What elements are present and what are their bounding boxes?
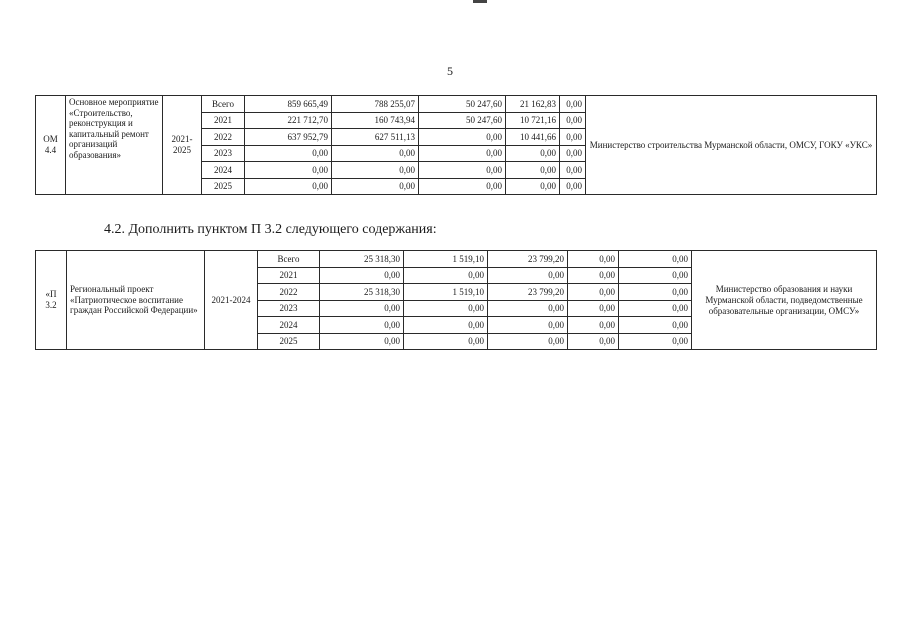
amount-cell: 0,00 [560,145,586,162]
year-cell: 2024 [202,162,245,179]
amount-cell: 25 318,30 [320,284,404,301]
amount-cell: 0,00 [332,162,419,179]
amount-cell: 0,00 [568,333,619,350]
year-cell: 2025 [258,333,320,350]
amount-cell: 0,00 [488,317,568,334]
amount-cell: 23 799,20 [488,251,568,268]
amount-cell: 0,00 [560,112,586,129]
amount-cell: 0,00 [320,317,404,334]
amount-cell: 10 441,66 [506,129,560,146]
measure-code: «П 3.2 [36,251,67,350]
amount-cell: 0,00 [419,178,506,195]
amount-cell: 0,00 [404,267,488,284]
amount-cell: 0,00 [488,333,568,350]
amount-cell: 0,00 [619,251,692,268]
amount-cell: 0,00 [320,267,404,284]
amount-cell: 0,00 [619,333,692,350]
amount-cell: 0,00 [560,96,586,113]
measures-table-om44 [35,95,877,195]
amount-cell: 0,00 [245,178,332,195]
amount-cell: 23 799,20 [488,284,568,301]
amount-cell: 0,00 [488,267,568,284]
table-row [36,251,877,268]
responsible-executor: Министерство строительства Мурманской области, ОМСУ, ГОКУ «УКС» [586,96,877,195]
amount-cell: 0,00 [619,300,692,317]
amount-cell: 0,00 [506,162,560,179]
amount-cell: 0,00 [568,267,619,284]
amount-cell: 1 519,10 [404,251,488,268]
amount-cell: 25 318,30 [320,251,404,268]
year-cell: 2023 [258,300,320,317]
amount-cell: 788 255,07 [332,96,419,113]
amount-cell: 0,00 [506,145,560,162]
amount-cell: 221 712,70 [245,112,332,129]
amount-cell: 50 247,60 [419,96,506,113]
amount-cell: 0,00 [568,317,619,334]
project-table-p32 [35,250,877,350]
amount-cell: 0,00 [568,300,619,317]
year-cell: 2025 [202,178,245,195]
amount-cell: 0,00 [404,317,488,334]
year-cell: 2024 [258,317,320,334]
amount-cell: 0,00 [332,178,419,195]
amount-cell: 0,00 [404,333,488,350]
amount-cell: 0,00 [619,267,692,284]
amount-cell: 0,00 [560,129,586,146]
amount-cell: 0,00 [619,284,692,301]
amount-cell: 0,00 [419,145,506,162]
amount-cell: 637 952,79 [245,129,332,146]
amount-cell: 50 247,60 [419,112,506,129]
amount-cell: 0,00 [568,251,619,268]
top-page-mark [473,0,487,3]
amount-cell: 0,00 [560,178,586,195]
amount-cell: 160 743,94 [332,112,419,129]
amount-cell: 1 519,10 [404,284,488,301]
amount-cell: 0,00 [488,300,568,317]
amount-cell: 0,00 [419,162,506,179]
implementation-period: 2021-2025 [163,96,202,195]
implementation-period: 2021-2024 [205,251,258,350]
year-cell: Всего [258,251,320,268]
amount-cell: 0,00 [404,300,488,317]
amount-cell: 0,00 [506,178,560,195]
amount-cell: 0,00 [245,162,332,179]
amount-cell: 0,00 [419,129,506,146]
amount-cell: 0,00 [320,333,404,350]
measure-name: Региональный проект «Патриотическое воспитание граждан Российской Федерации» [67,251,205,350]
year-cell: 2021 [202,112,245,129]
amount-cell: 0,00 [245,145,332,162]
amount-cell: 10 721,16 [506,112,560,129]
year-cell: 2023 [202,145,245,162]
section-heading: 4.2. Дополнить пунктом П 3.2 следующего содержания: [104,222,437,237]
year-cell: 2021 [258,267,320,284]
year-cell: Всего [202,96,245,113]
table-row [36,96,877,113]
amount-cell: 0,00 [619,317,692,334]
amount-cell: 0,00 [568,284,619,301]
amount-cell: 0,00 [332,145,419,162]
year-cell: 2022 [202,129,245,146]
page-number: 5 [447,64,453,78]
amount-cell: 627 511,13 [332,129,419,146]
year-cell: 2022 [258,284,320,301]
amount-cell: 21 162,83 [506,96,560,113]
responsible-executor: Министерство образования и науки Мурманской области, подведомственные образовательные организации, ОМСУ» [692,251,877,350]
measure-code: ОМ 4.4 [36,96,66,195]
amount-cell: 0,00 [560,162,586,179]
amount-cell: 0,00 [320,300,404,317]
amount-cell: 859 665,49 [245,96,332,113]
measure-name: Основное мероприятие «Строительство, реконструкция и капитальный ремонт организаций образования» [66,96,163,195]
